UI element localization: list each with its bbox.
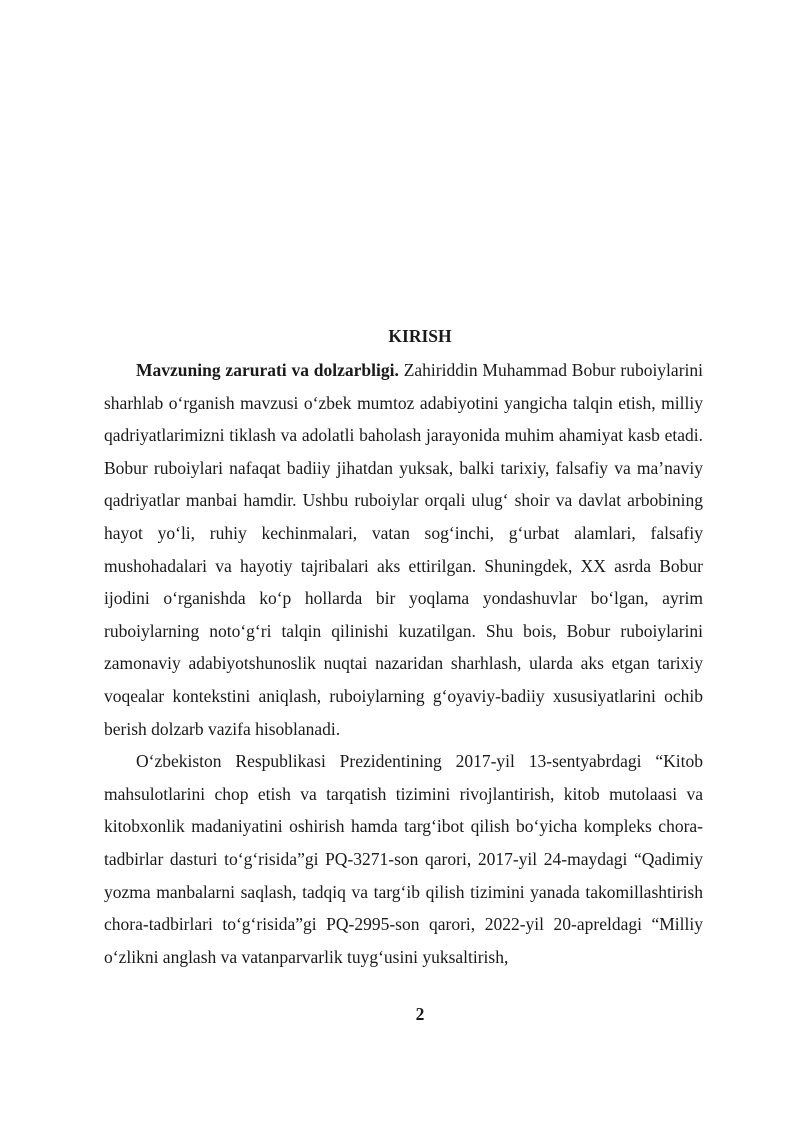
paragraph-lead: Mavzuning zarurati va dolzarbligi. — [136, 360, 399, 380]
body-text — [104, 354, 703, 973]
paragraph-relevance — [104, 354, 703, 745]
section-heading: KIRISH — [388, 326, 452, 346]
paragraph-decrees — [104, 745, 703, 973]
page-number: 2 — [415, 1004, 425, 1024]
paragraph-decrees-text: O‘zbekiston Respublikasi Prezidentining 2017-yil 13-sentyabrdagi “Kitob mahsulotlarini chop etish va tarqatish tizimini rivojlantirish, kitob mutolaasi va kitobxonlik madaniyatini oshirish hamda targ‘ibot qilish bo‘yicha kompleks chora-tadbirlar dasturi to‘g‘risida”gi PQ-3271-son qarori, 2017-yil 24-maydagi “Qadimiy yozma manbalarni saqlash, tadqiq va targ‘ib qilish tizimini yanada takomillashtirish chora-tadbirlari to‘g‘risida”gi PQ-2995-son qarori, 2022-yil 20-apreldagi “Milliy o‘zlikni anglash va vatanparvarlik tuyg‘usini yuksaltirish, — [104, 751, 703, 967]
paragraph-relevance-text: Zahiriddin Muhammad Bobur ruboiylarini sharhlab o‘rganish mavzusi o‘zbek mumtoz adabiyotini yangicha talqin etish, milliy qadriyatlarimizni tiklash va adolatli baholash jarayonida muhim ahamiyat kasb etadi. Bobur ruboiylari nafaqat badiiy jihatdan yuksak, balki tarixiy, falsafiy va ma’naviy qadriyatlar manbai hamdir. Ushbu ruboiylar orqali ulug‘ shoir va davlat arbobining hayot yo‘li, ruhiy kechinmalari, vatan sog‘inchi, g‘urbat alamlari, falsafiy mushohadalari va hayotiy tajribalari aks ettirilgan. Shuningdek, XX asrda Bobur ijodini o‘rganishda ko‘p hollarda bir yoqlama yondashuvlar bo‘lgan, ayrim ruboiylarning noto‘g‘ri talqin qilinishi kuzatilgan. Shu bois, Bobur ruboiylarini zamonaviy adabiyotshunoslik nuqtai nazaridan sharhlash, ularda aks etgan tarixiy voqealar kontekstini aniqlash, ruboiylarning g‘oyaviy-badiiy xususiyatlarini ochib berish dolzarb vazifa hisoblanadi. — [104, 360, 703, 739]
